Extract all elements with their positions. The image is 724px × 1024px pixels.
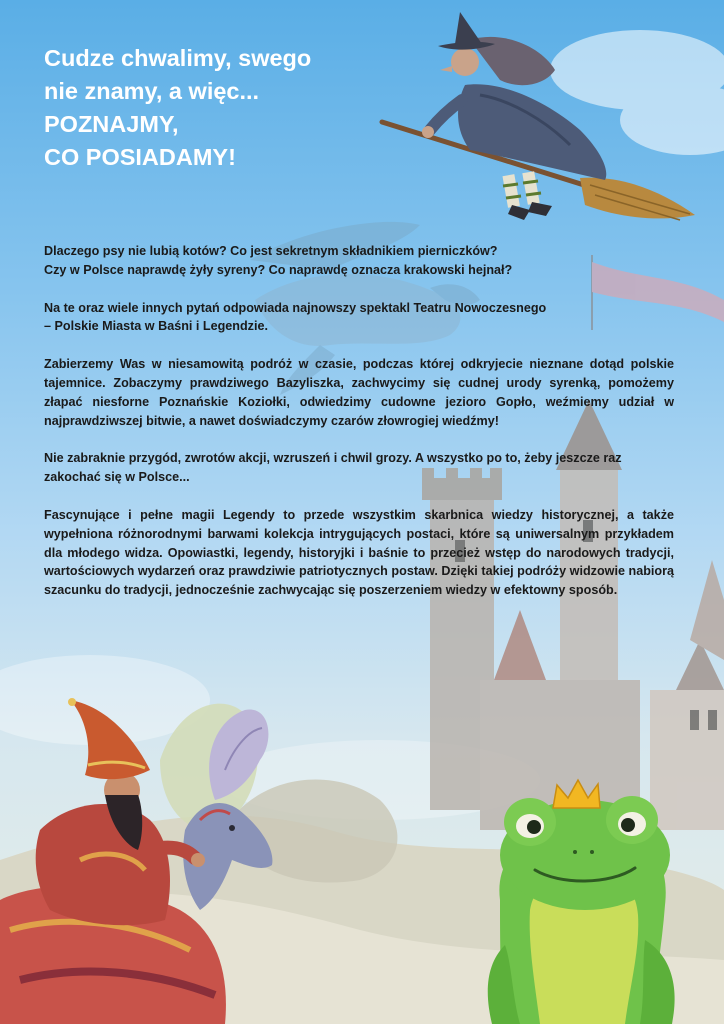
headline-line-3: POZNAJMY,: [44, 111, 179, 137]
headline-line-1: Cudze chwalimy, swego: [44, 45, 312, 71]
poster-headline: [44, 42, 404, 174]
frog-prince-icon: [488, 780, 675, 1024]
paragraph-legends: Fascynujące i pełne magii Legendy to przede wszystkim skarbnica wiedzy historycznej, a także wypełniona różnorodnymi barwami kolekcja intrygujących postaci, które są uniwersalnym przykładem dla młodego widza. Opowiastki, legendy, historyjki i baśnie to przecież wstęp do narodowych tradycji, wartościowych wydarzeń oraz prawdziwie patriotycznych postaw. Dzięki takiej podróży widzowie nabiorą szacunku do tradycji, jednocześnie zachwycając się poszerzeniem wiedzy w efektowny sposób.: [44, 507, 674, 598]
paragraph-questions: [44, 242, 674, 280]
paragraph-spectacle-line-1: Na te oraz wiele innych pytań odpowiada najnowszy spektakl Teatru Nowoczesnego: [44, 300, 547, 315]
paragraph-spectacle-line-2: – Polskie Miasta w Baśni i Legendzie.: [44, 319, 268, 334]
paragraph-adventures: Nie zabraknie przygód, zwrotów akcji, wzruszeń i chwil grozy. A wszystko po to, żeby jeszcze raz zakochać się w Polsce...: [44, 451, 622, 485]
headline-line-4: CO POSIADAMY!: [44, 144, 236, 170]
paragraph-spectacle: [44, 299, 674, 337]
paragraph-journey: Zabierzemy Was w niesamowitą podróż w czasie, podczas której odkryjecie nieznane dotąd polskie tajemnice. Zobaczymy prawdziwego Bazyliszka, zachwycimy się cudnej urody syrenką, pomożemy złapać niesforne Poznańskie Koziołki, odwiedzimy cudowne jezioro Gopło, weźmiemy udział w najprawdziwszej bitwie, a nawet doświadczymy czarów złowrogiej wiedźmy!: [44, 357, 674, 428]
paragraph-questions-line-1: Dlaczego psy nie lubią kotów? Co jest sekretnym składnikiem pierniczków?: [44, 244, 498, 258]
headline-line-2: nie znamy, a więc...: [44, 78, 260, 104]
paragraph-questions-line-2: Czy w Polsce naprawdę żyły syreny? Co naprawdę oznacza krakowski hejnał?: [44, 262, 513, 277]
body-text: [44, 242, 674, 619]
